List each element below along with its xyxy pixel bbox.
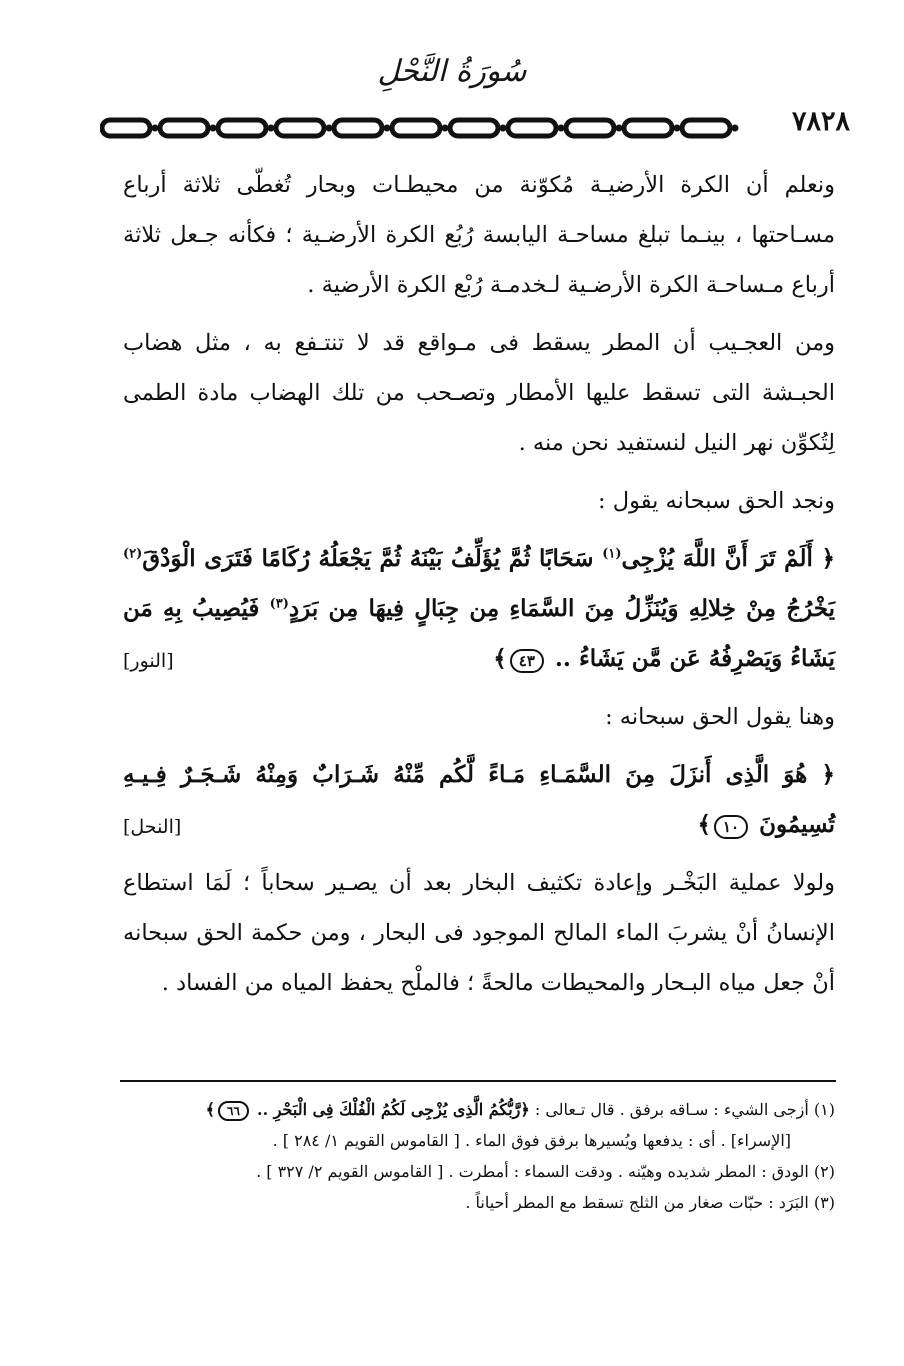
ornament-link <box>276 120 324 136</box>
surah-reference: [النور] <box>123 650 174 672</box>
ornament-dot <box>558 125 565 132</box>
paragraph-evaporation: ولولا عملية البَخْـر وإعادة تكثيف البخار بعد أن يصـير سحاباً ؛ لَمَا استطاع الإنسانُ أنْ يشربَ الماء المالح الموجود فى البحار ، ومن حكمة الحق سبحانه أنْ جعل مياه البـحار والمحيطات مالحةً ؛ فالملْح يحفظ المياه من الفساد . <box>123 870 835 996</box>
ornament-link <box>508 120 556 136</box>
paragraph-ethiopia-rain: ومن العجـيب أن المطر يسقط فى مـواقع قد لا تنتـفع به ، مثل هضاب الحبـشة التى تسقط عليها الأمطار وتصـحب من تلك الهضاب مادة الطمى لِتُكوِّن نهر النيل لنستفيد نحن منه . <box>123 330 835 456</box>
main-text <box>123 160 835 1016</box>
verse-open-bracket: ﴿ <box>821 761 835 788</box>
quran-verse-nur <box>123 534 835 684</box>
ornament-link <box>102 120 150 136</box>
verse-text: فَيُصِيبُ بِهِ مَن يَشَاءُ وَيَصْرِفُهُ عَن مَّن يَشَاءُ .. <box>123 595 835 672</box>
ornament-dot <box>616 125 623 132</box>
ornament-dot <box>732 125 739 132</box>
footnote-1-continued: [الإسراء] . أى : يدفعها ويُسيرها برفق فوق الماء . [ القاموس القويم ١/ ٢٨٤ ] . <box>272 1131 791 1150</box>
ornament-dot <box>210 125 217 132</box>
ornament-link <box>334 120 382 136</box>
verse-number-badge: ٦٦ <box>218 1101 249 1121</box>
ornament-dot <box>326 125 333 132</box>
surah-title: سُورَةُ النَّحْلِ <box>377 54 527 89</box>
verse-text: أَلَمْ تَرَ أَنَّ اللَّهَ يُزْجِى <box>621 545 813 572</box>
ornament-dot <box>384 125 391 132</box>
footnotes <box>123 1094 835 1218</box>
ornament-link <box>392 120 440 136</box>
page-number: ٧٨٢٨ <box>760 106 854 137</box>
verse-text: هُوَ الَّذِى أَنزَلَ مِنَ السَّمَـاءِ مَـاءً لَّكُم مِّنْهُ شَـرَابٌ وَمِنْهُ شَـجَـرٌ فِـيـهِ تُسِيمُونَ <box>123 761 835 838</box>
footnote-text: (١) أزجى الشيء : سـاقه برفق . قال تـعالى : <box>534 1100 835 1119</box>
header-ornament-border <box>100 112 828 144</box>
footnote-divider <box>120 1080 836 1082</box>
ornament-link <box>218 120 266 136</box>
ornament-dot <box>500 125 507 132</box>
ornament-dot <box>442 125 449 132</box>
footnote-verse: ﴿رَّبُّكُمُ الَّذِى يُزْجِى لَكُمُ الْفُلْكَ فِى الْبَحْرِ .. <box>257 1100 530 1119</box>
ornament-dot <box>268 125 275 132</box>
footnote-2: (٢) الودق : المطر شديده وهيّنه . ودقت السماء : أمطرت . [ القاموس القويم ٢/ ٣٢٧ ] . <box>256 1162 835 1181</box>
footnote-ref-1: (١) <box>602 546 622 562</box>
quran-verse-nahl <box>123 750 835 850</box>
ornament-link <box>160 120 208 136</box>
verse-open-bracket: ﴿ <box>821 545 835 572</box>
verse-number-badge: ٤٣ <box>510 649 544 673</box>
verse-close-bracket: ﴾ <box>697 811 711 838</box>
paragraph-oceans: ونعلم أن الكرة الأرضيـة مُكوّنة من محيطـات وبحار تُغطّى ثلاثة أرباع مسـاحتها ، بينـما تبلغ مساحـة اليابسة رُبُع الكرة الأرضـية ؛ فكأنه جـعل ثلاثة أرباع مـساحـة الكرة الأرضـية لـخدمـة رُبْع الكرة الأرضية . <box>123 172 835 298</box>
verse-close-bracket: ﴾ <box>493 645 507 672</box>
ornament-link <box>450 120 498 136</box>
ornament-link <box>624 120 672 136</box>
footnote-ref-2: (٢) <box>123 546 143 562</box>
ornament-link <box>566 120 614 136</box>
verse-close-bracket: ﴾ <box>205 1100 216 1119</box>
verse-text: يَخْرُجُ مِنْ خِلالِهِ وَيُنَزِّلُ مِنَ السَّمَاءِ مِن جِبَالٍ فِيهَا مِن بَرَدٍ <box>288 595 836 622</box>
paragraph-intro-verse: ونجد الحق سبحانه يقول : <box>597 488 835 514</box>
footnote-3: (٣) البَرَد : حبّات صغار من الثلج تسقط مع المطر أحياناً . <box>465 1193 835 1212</box>
footnote-ref-3: (٣) <box>269 596 289 612</box>
surah-reference: [النحل] <box>123 816 182 838</box>
ornament-link <box>682 120 730 136</box>
verse-text: سَحَابًا ثُمَّ يُؤَلِّفُ بَيْنَهُ ثُمَّ يَجْعَلُهُ رُكَامًا فَتَرَى الْوَدْقَ <box>142 545 594 572</box>
footnote-1 <box>123 1094 835 1125</box>
paragraph-intro-verse-2: وهنا يقول الحق سبحانه : <box>605 704 835 730</box>
ornament-dot <box>152 125 159 132</box>
ornament-dot <box>674 125 681 132</box>
verse-number-badge: ١٠ <box>714 815 748 839</box>
